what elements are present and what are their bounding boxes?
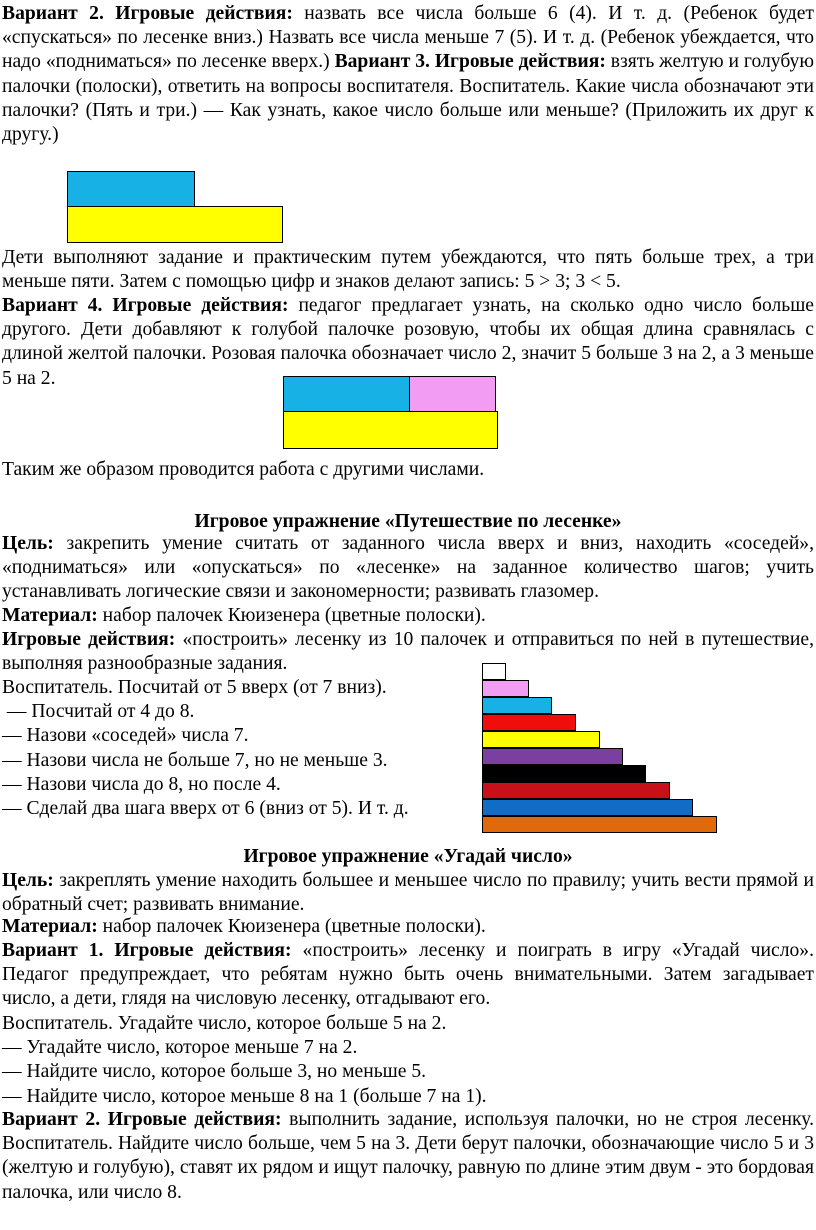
goal-text: закрепить умение считать от заданного числа вверх и вниз, находить «соседей», «подниматься» или «опускаться» по «лесенке» на заданное количество шагов; учить устанавливать логические связи и закономерности; развивать глазомер. xyxy=(2,533,814,603)
guess-goal xyxy=(2,869,814,917)
variant-4-label: Вариант 4. Игровые действия: xyxy=(2,295,289,316)
guess-variant-1 xyxy=(2,939,814,1012)
stick-3-blue xyxy=(482,697,552,714)
pink-stick xyxy=(409,376,496,412)
stick-4-red xyxy=(482,714,576,731)
stick-9-darkblue xyxy=(482,799,693,816)
section-title-text: Игровое упражнение «Путешествие по лесенке» xyxy=(194,511,622,532)
variant-3-label: Вариант 3. Игровые действия: xyxy=(334,51,606,73)
goal-text: закреплять умение находить большее и меньшее число по правилу; учить вести прямой и обратный счет; развивать внимание. xyxy=(2,870,814,916)
ladder-goal xyxy=(2,532,814,605)
stick-7-black xyxy=(482,765,646,782)
blue-stick xyxy=(283,376,410,412)
ladder-material xyxy=(2,604,814,628)
section-title-guess xyxy=(0,845,816,869)
material-text: набор палочек Кюизенера (цветные полоски). xyxy=(97,916,486,937)
guess-task-list xyxy=(2,1012,814,1109)
ladder-task-list xyxy=(2,676,472,821)
paragraph-result: Дети выполняют задание и практическим путем убеждаются, что пять больше трех, а три меньше пяти. Затем с помощью цифр и знаков делают запись: 5 > 3; 3 < 5. xyxy=(2,247,814,293)
yellow-stick xyxy=(283,411,498,449)
task-line: Воспитатель. Посчитай от 5 вверх (от 7 вниз). xyxy=(2,677,387,698)
variant-3-text: взять желтую и голубую палочки (полоски), ответить на вопросы воспитателя. Воспитатель. Какие числа обозначают эти палочки? (Пять и три.) — Как узнать, какое число больше или меньше? (Приложить их друг к другу.) xyxy=(2,51,814,146)
variant-2-label: Вариант 2. Игровые действия: xyxy=(2,1109,282,1130)
paragraph-variant-2-3 xyxy=(2,2,814,147)
stick-6-purple xyxy=(482,748,623,765)
variant-2-label: Вариант 2. Игровые действия: xyxy=(2,3,293,24)
stick-5-yellow xyxy=(482,731,600,748)
stick-1-white xyxy=(482,663,506,680)
variant-2-text: выполнить задание, используя палочки, но не строя лесенку. Воспитатель. Найдите число больше, чем 5 на 3. Дети берут палочки, обозначающие число 5 и 3 (желтую и голубую), ставят их рядом и ищут палочку, равную по длине этим двум - это бордовая палочка, или число 8. xyxy=(2,1109,814,1203)
guess-variant-2 xyxy=(2,1108,814,1205)
material-label: Материал: xyxy=(2,916,98,937)
task-line: — Угадайте число, которое меньше 7 на 2. xyxy=(2,1037,358,1059)
task-line: — Найдите число, которое больше 3, но меньше 5. xyxy=(2,1061,427,1083)
variant-1-text: «построить» лесенку и поиграть в игру «Угадай число». Педагог предупреждает, что ребятам нужно быть очень внимательными. Затем загадывает число, а дети, глядя на числовую лесенку, отгадывают его. xyxy=(2,940,814,1010)
material-label: Материал: xyxy=(2,605,98,626)
yellow-stick xyxy=(67,206,283,243)
guess-material xyxy=(2,915,814,939)
section-title-text: Игровое упражнение «Угадай число» xyxy=(243,846,573,867)
paragraph-other-numbers: Таким же образом проводится работа с другими числами. xyxy=(2,459,485,480)
stick-8-maroon xyxy=(482,782,670,799)
actions-label: Игровые действия: xyxy=(2,629,176,650)
material-text: набор палочек Кюизенера (цветные полоски). xyxy=(97,605,486,626)
task-line: — Сделай два шага вверх от 6 (вниз от 5). И т. д. xyxy=(2,798,409,820)
variant-2-text: назвать все числа больше 6 (4). И т. д. (Ребенок будет «спускаться» по лесенке вниз.) Назвать все числа меньше 7 (5). И т. д. (Ребенок убеждается, что надо «подниматься» по лесенке вверх.) xyxy=(2,3,814,73)
task-line: — Найдите число, которое меньше 8 на 1 (больше 7 на 1). xyxy=(2,1085,487,1107)
section-title-ladder xyxy=(0,510,816,534)
goal-label: Цель: xyxy=(2,870,54,891)
task-line: — Посчитай от 4 до 8. xyxy=(2,701,195,723)
goal-label: Цель: xyxy=(2,533,54,554)
actions-text: «построить» лесенку из 10 палочек и отправиться по ней в путешествие, выполняя разнообразные задания. xyxy=(2,629,814,675)
task-line: — Назови числа до 8, но после 4. xyxy=(2,773,281,795)
variant-1-label: Вариант 1. Игровые действия: xyxy=(2,940,292,961)
blue-stick xyxy=(67,171,195,207)
task-line: Воспитатель. Угадайте число, которое больше 5 на 2. xyxy=(2,1013,447,1034)
stick-2-pink xyxy=(482,680,529,697)
ladder-actions xyxy=(2,628,814,676)
task-line: — Назови числа не больше 7, но не меньше 3. xyxy=(2,749,388,771)
task-line: — Назови «соседей» числа 7. xyxy=(2,725,249,747)
stick-10-orange xyxy=(482,816,717,833)
variant-4-text: педагог предлагает узнать, на сколько одно число больше другого. Дети добавляют к голубой палочке розовую, чтобы их общая длина сравнялась с длиной желтой палочки. Розовая палочка обозначает число 2, значит 5 больше 3 на 2, а 3 меньше 5 на 2. xyxy=(2,295,814,389)
